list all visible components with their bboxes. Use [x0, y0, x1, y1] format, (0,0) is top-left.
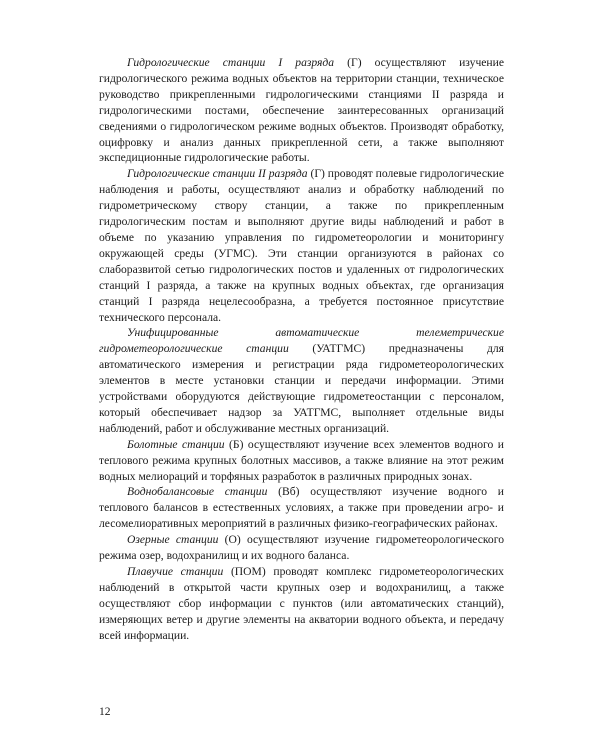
- paragraph-text: (ПОМ) проводят комплекс гидрометеорологических наблюдений в открытой части крупных озер и водохранилищ, а также осуществляют сбор информации с пунктов (или автоматических станций), измеряющих ветер и другие элементы на акватории водного объекта, и передачу всей информации.: [99, 565, 504, 642]
- term-italic: Унифицированные автоматические телеметрические гидрометеорологические станции: [99, 326, 504, 356]
- paragraph-automatic-stations: [99, 325, 504, 436]
- paragraph-station-class-2: [99, 166, 504, 325]
- paragraph-text: (Г) осуществляют изучение гидрологического режима водных объектов на территории станции, техническое руководство прикрепленными гидрологическими станциями II разряда и гидрологическими постами, обеспечение заинтересованных организаций сведениями о гидрологическом режиме водных объектов. Производят обработку, оцифровку и анализ данных прикрепленной сети, а также выполняют экспедиционные гидрологические работы.: [99, 56, 504, 165]
- paragraph-text: (О) осуществляют изучение гидрометеорологического режима озер, водохранилищ и их водного баланса.: [99, 533, 504, 563]
- term-italic: Озерные станции: [127, 533, 219, 547]
- paragraph-lake-stations: [99, 532, 504, 564]
- term-italic: Воднобалансовые станции: [127, 485, 268, 499]
- paragraph-text: (Б) осуществляют изучение всех элементов водного и теплового режима крупных болотных массивов, а также влияние на этот режим водных мелиораций и торфяных разработок в различных природных зонах.: [99, 437, 504, 483]
- term-italic: Гидрологические станции II разряда: [127, 167, 308, 181]
- term-italic: Болотные станции: [127, 437, 225, 451]
- body-text: [99, 55, 504, 644]
- paragraph-water-balance-stations: [99, 484, 504, 532]
- paragraph-station-class-1: [99, 55, 504, 166]
- paragraph-floating-stations: [99, 564, 504, 644]
- term-italic: Плавучие станции: [127, 565, 224, 578]
- paragraph-text: (УАТГМС) предназначены для автоматического измерения и регистрации ряда гидрометеорологических элементов в месте установки станции и передачи информации. Этими устройствами оборудуются действующие гидрометеостанции с персоналом, который обеспечивает надзор за УАТГМС, выполняет отдельные виды наблюдений, работ и обслуживание местных организаций.: [99, 342, 504, 435]
- paragraph-swamp-stations: [99, 437, 504, 485]
- term-italic: Гидрологические станции I разряда: [127, 56, 335, 69]
- paragraph-text: (Вб) осуществляют изучение водного и теплового балансов в естественных условиях, а также при проведении агро- и лесомелиоративных мероприятий в различных физико-географических районах.: [99, 485, 505, 531]
- paragraph-text: (Г) проводят полевые гидрологические наблюдения и работы, осуществляют анализ и обработку наблюдений по гидрометрическому створу станции, а также по прикрепленным гидрологическим постам и выполняют другие виды наблюдений и работ в объеме по указанию управления по гидрометеорологии и мониторингу окружающей среды (УГМС). Эти станции организуются в районах со слаборазвитой сетью гидрологических постов и удаленных от гидрологических станций I разряда, а также на крупных водных объектах, где организация станций I разряда нецелесообразна, а требуется постоянное присутствие технического персонала.: [99, 167, 504, 324]
- page-number: 12: [99, 705, 111, 718]
